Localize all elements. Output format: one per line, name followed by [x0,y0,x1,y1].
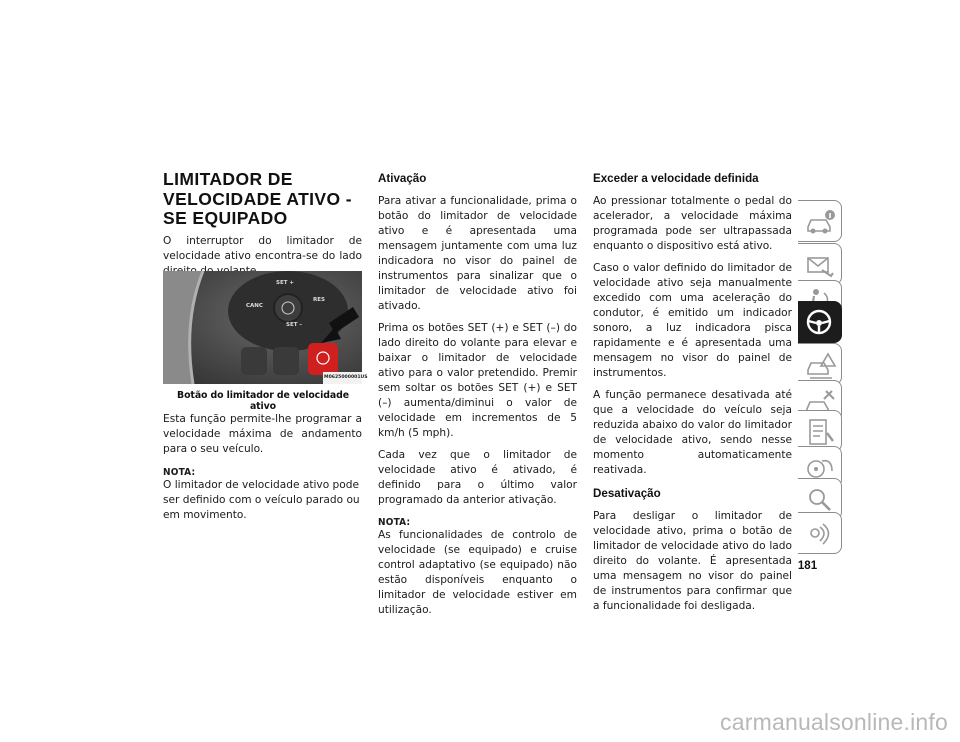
note-text: O limitador de velocidade ativo pode ser definido com o veículo parado ou em movimento. [163,479,360,521]
note-label: NOTA: [163,467,196,478]
section-title: LIMITADOR DE VELOCIDADE ATIVO - SE EQUIPADO [163,169,353,228]
steering-wheel-buttons-illustration [163,271,362,384]
activation-paragraph-1: Para ativar a funcionalidade, prima o botão do limitador de velocidade ativo e é apresentada uma mensagem juntamente com uma luz indicadora no visor do painel de instrumentos para sinalizar que o limitador de velocidade ativo foi ativado. [378,195,577,312]
page-number: 181 [797,560,818,572]
tab-keys[interactable] [798,243,842,285]
exceed-paragraph-1: Ao pressionar totalmente o pedal do acelerador, a velocidade máxima programada pode ser ultrapassada enquanto o dispositivo está ativo. [593,195,792,252]
tab-car-info[interactable] [798,200,842,242]
figure-caption: Botão do limitador de velocidade ativo [177,390,349,412]
note-label-2: NOTA: [378,517,411,528]
tab-warnings[interactable] [798,343,842,385]
deactivation-paragraph: Para desligar o limitador de velocidade ativo, prima o botão de limitador de velocidade ativo do lado direito do volante. É apresentada uma mensagem no visor do painel de instrumentos para confirmar que a funcionalidade foi desligada. [593,510,792,612]
activation-paragraph-3: Cada vez que o limitador de velocidade ativo é ativado, é definido para o último valor programado da anterior ativação. [378,449,577,506]
car-info-icon [798,201,842,243]
figure-code: M0625000001US [324,375,368,380]
steering-wheel-photo [163,271,368,384]
deactivation-heading: Desativação [593,487,661,500]
exceed-speed-heading: Exceder a velocidade definida [593,172,759,185]
set-plus-label: SET + [276,280,294,286]
tab-multimedia[interactable] [798,512,842,554]
limiter-button-highlight [308,343,338,375]
res-label: RES [313,297,325,303]
exceed-paragraph-3: A função permanece desativada até que a velocidade do veículo seja reduzida abaixo do valor do limitador de velocidade ativo, sendo nesse momento automaticamente reativada. [593,389,792,476]
activation-paragraph-2: Prima os botões SET (+) e SET (–) do lado direito do volante para elevar e baixar o limitador de velocidade ativo para o valor pretendido. Premir sem soltar os botões SET (+) e SET (–) aumenta/diminui o valor de velocidade em incrementos de 5 km/h (5 mph). [378,322,577,439]
function-paragraph: Esta função permite-lhe programar a velocidade máxima de andamento para o seu veículo. [163,413,362,455]
tab-driving[interactable] [798,301,842,343]
set-minus-label: SET – [286,322,303,328]
canc-label: CANC [246,303,263,309]
multimedia-icon [798,513,842,555]
activation-heading: Ativação [378,172,427,185]
footer-watermark: carmanualsonline.info [720,709,948,735]
intro-paragraph: O interruptor do limitador de velocidade ativo encontra-se do lado [163,235,362,262]
exceed-paragraph-2: Caso o valor definido do limitador de velocidade ativo seja manualmente excedido com uma aceleração do condutor, é emitido um indicador sonoro, a luz indicadora pisca rapidamente e é apresentada uma mensagem no visor do painel de instrumentos. [593,262,792,379]
note-text-2: As funcionalidades de controlo de velocidade (se equipado) e cruise control adaptativo (se equipado) não estão disponíveis enquanto o limitador de velocidade estiver em utilização. [378,529,577,616]
